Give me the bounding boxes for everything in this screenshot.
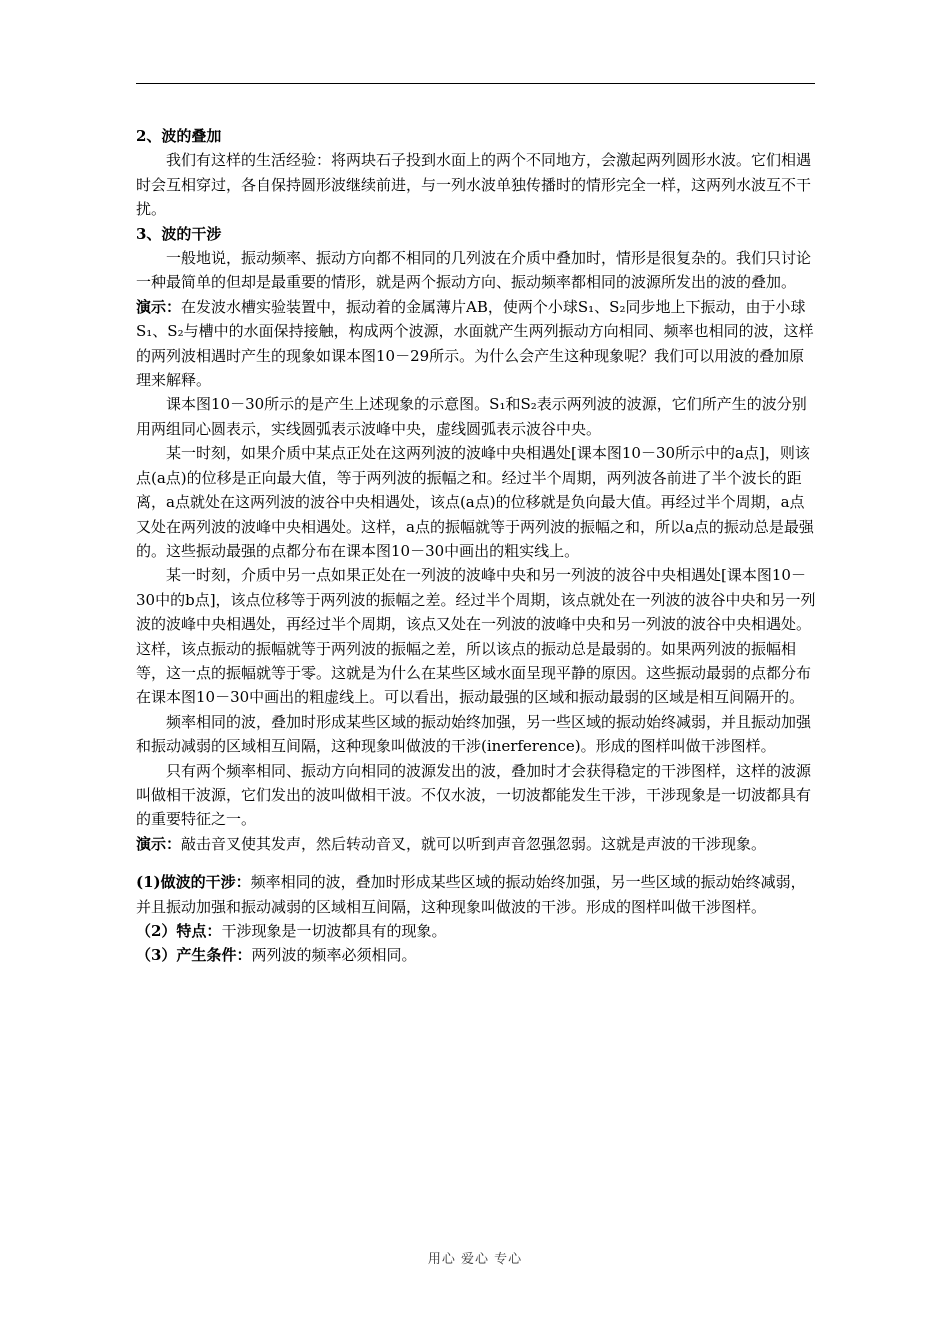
- demo-text: 敲击音叉使其发声，然后转动音叉，就可以听到声音忽强忽弱。这就是声波的干涉现象。: [181, 834, 767, 853]
- summary-text: 干涉现象是一切波都具有的现象。: [221, 922, 447, 940]
- summary-label: (1)做波的干涉：: [136, 873, 251, 892]
- section-heading-superposition: 2、波的叠加: [136, 127, 222, 145]
- paragraph: 某一时刻，如果介质中某点正处在这两列波的波峰中央相遇处[课本图10－30所示中的a点]，则该点(a点)的位移是正向最大值，等于两列波的振幅之和。经过半个周期，两列波各前进了半个波长的距离，a点就处在这两列波的波谷中央相遇处，该点(a点)的位移就是负向最大值。再经过半个周期，a点又处在两列波的波峰中央相遇处。这样，a点的振幅就等于两列波的振幅之和，所以a点的振动总是最强的。这些振动最强的点都分布在课本图10－30中画出的粗实线上。: [136, 444, 814, 560]
- summary-item-1: [136, 870, 816, 919]
- paragraph: 一般地说，振动频率、振动方向都不相同的几列波在介质中叠加时，情形是很复杂的。我们只讨论一种最简单的但却是最重要的情形，就是两个振动方向、振动频率都相同的波源所发出的波的叠加。: [136, 249, 812, 292]
- paragraph: 我们有这样的生活经验：将两块石子投到水面上的两个不同地方，会激起两列圆形水波。它们相遇时会互相穿过，各自保持圆形波继续前进，与一列水波单独传播时的情形完全一样，这两列水波互不干扰。: [136, 151, 812, 219]
- demo-paragraph: [136, 295, 816, 393]
- demo-label: 演示：: [136, 297, 182, 316]
- summary-text: 两列波的频率必须相同。: [251, 946, 417, 965]
- paragraph: 只有两个频率相同、振动方向相同的波源发出的波，叠加时才会获得稳定的干涉图样，这样的波源叫做相干波源，它们发出的波叫做相干波。不仅水波，一切波都能发生干涉，干涉现象是一切波都具有的重要特征之一。: [136, 761, 812, 829]
- page-footer: 用心 爱心 专心: [427, 1252, 523, 1267]
- summary-item-2: [136, 919, 816, 943]
- paragraph: 课本图10－30所示的是产生上述现象的示意图。S₁和S₂表示两列波的波源，它们所产生的波分别用两组同心圆表示，实线圆弧表示波峰中央，虚线圆弧表示波谷中央。: [136, 395, 807, 438]
- section-heading-interference: 3、波的干涉: [136, 224, 222, 243]
- summary-label: （2）特点：: [136, 922, 222, 940]
- paragraph: 频率相同的波，叠加时形成某些区域的振动始终加强，另一些区域的振动始终减弱，并且振动加强和振动减弱的区域相互间隔，这种现象叫做波的干涉(inerference)。形成的图样叫做干涉图样。: [136, 712, 812, 756]
- demo-label: 演示：: [136, 834, 182, 853]
- demo-text: 在发波水槽实验装置中，振动着的金属薄片AB，使两个小球S₁、S₂同步地上下振动，由于小球S₁、S₂与槽中的水面保持接触，构成两个波源，水面就产生两列振动方向相同、频率也相同的波，这样的两列波相遇时产生的现象如课本图10－29所示。为什么会产生这种现象呢？我们可以用波的叠加原理来解释。: [136, 297, 814, 390]
- spacer: [136, 856, 816, 870]
- paragraph: 某一时刻，介质中另一点如果正处在一列波的波峰中央和另一列波的波谷中央相遇处[课本图10－30中的b点]，该点位移等于两列波的振幅之差。经过半个周期，该点就处在一列波的波谷中央和另一列波的波峰中央相遇处，再经过半个周期，该点又处在一列波的波峰中央和另一列波的波谷中央相遇处。这样，该点振动的振幅就等于两列波的振幅之差，所以该点的振动总是最弱的。如果两列波的振幅相等，这一点的振幅就等于零。这就是为什么在某些区域水面呈现平静的原因。这些振动最弱的点都分布在课本图10－30中画出的粗虚线上。可以看出，振动最强的区域和振动最弱的区域是相互间隔开的。: [136, 566, 816, 707]
- demo-paragraph: [136, 832, 816, 856]
- header-rule: [136, 83, 815, 84]
- summary-label: （3）产生条件：: [136, 946, 252, 965]
- document-body: [136, 124, 816, 968]
- summary-item-3: [136, 943, 816, 967]
- summary-text: 频率相同的波，叠加时形成某些区域的振动始终加强，另一些区域的振动始终减弱，并且振动加强和振动减弱的区域相互间隔，这种现象叫做波的干涉。形成的图样叫做干涉图样。: [136, 873, 806, 916]
